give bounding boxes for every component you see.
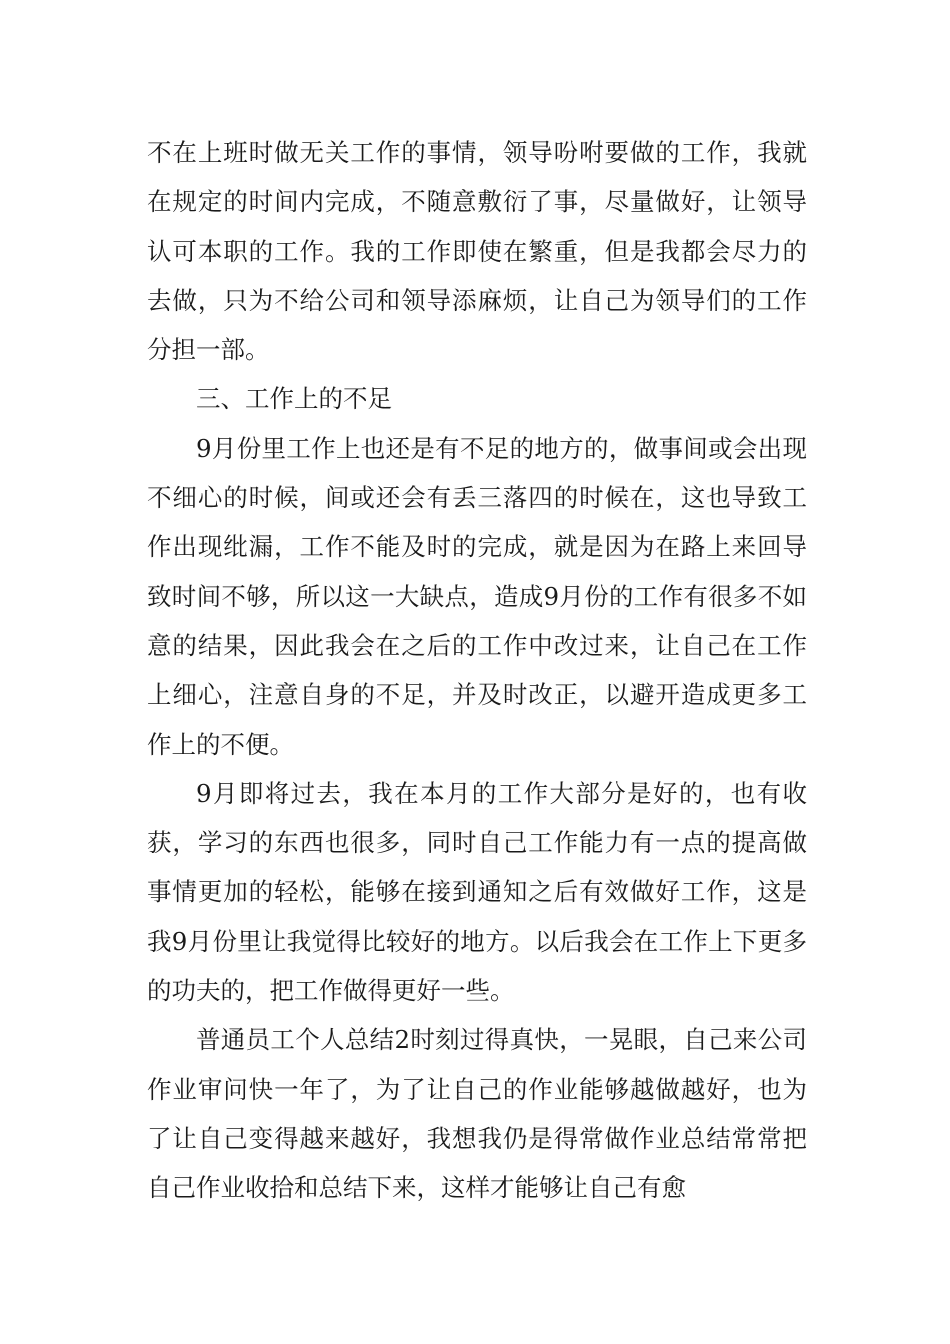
paragraph-summary: 9月即将过去，我在本月的工作大部分是好的，也有收获，学习的东西也很多，同时自己工作能力有一点的提高做事情更加的轻松，能够在接到通知之后有效做好工作，这是我9月份里让我觉得比较好的地方。以后我会在工作上下更多的功夫的，把工作做得更好一些。 — [147, 778, 807, 1006]
document-page — [147, 128, 807, 1213]
paragraph-shortcomings: 9月份里工作上也还是有不足的地方的，做事间或会出现不细心的时候，间或还会有丢三落四的时候在，这也导致工作出现纰漏，工作不能及时的完成，就是因为在路上来回导致时间不够，所以这一大缺点，造成9月份的工作有很多不如意的结果，因此我会在之后的工作中改过来，让自己在工作上细心，注意自身的不足，并及时改正，以避开造成更多工作上的不便。 — [147, 433, 807, 759]
paragraph-second-summary: 普通员工个人总结2时刻过得真快，一晃眼，自己来公司作业审问快一年了，为了让自己的作业能够越做越好，也为了让自己变得越来越好，我想我仍是得常做作业总结常常把自己作业收拾和总结下来，这样才能够让自己有愈 — [147, 1025, 807, 1203]
section-heading: 三、工作上的不足 — [196, 384, 392, 414]
paragraph-continuation: 不在上班时做无关工作的事情，领导吩咐要做的工作，我就在规定的时间内完成，不随意敷衍了事，尽量做好，让领导认可本职的工作。我的工作即使在繁重，但是我都会尽力的去做，只为不给公司和领导添麻烦，让自己为领导们的工作分担一部。 — [147, 138, 807, 365]
